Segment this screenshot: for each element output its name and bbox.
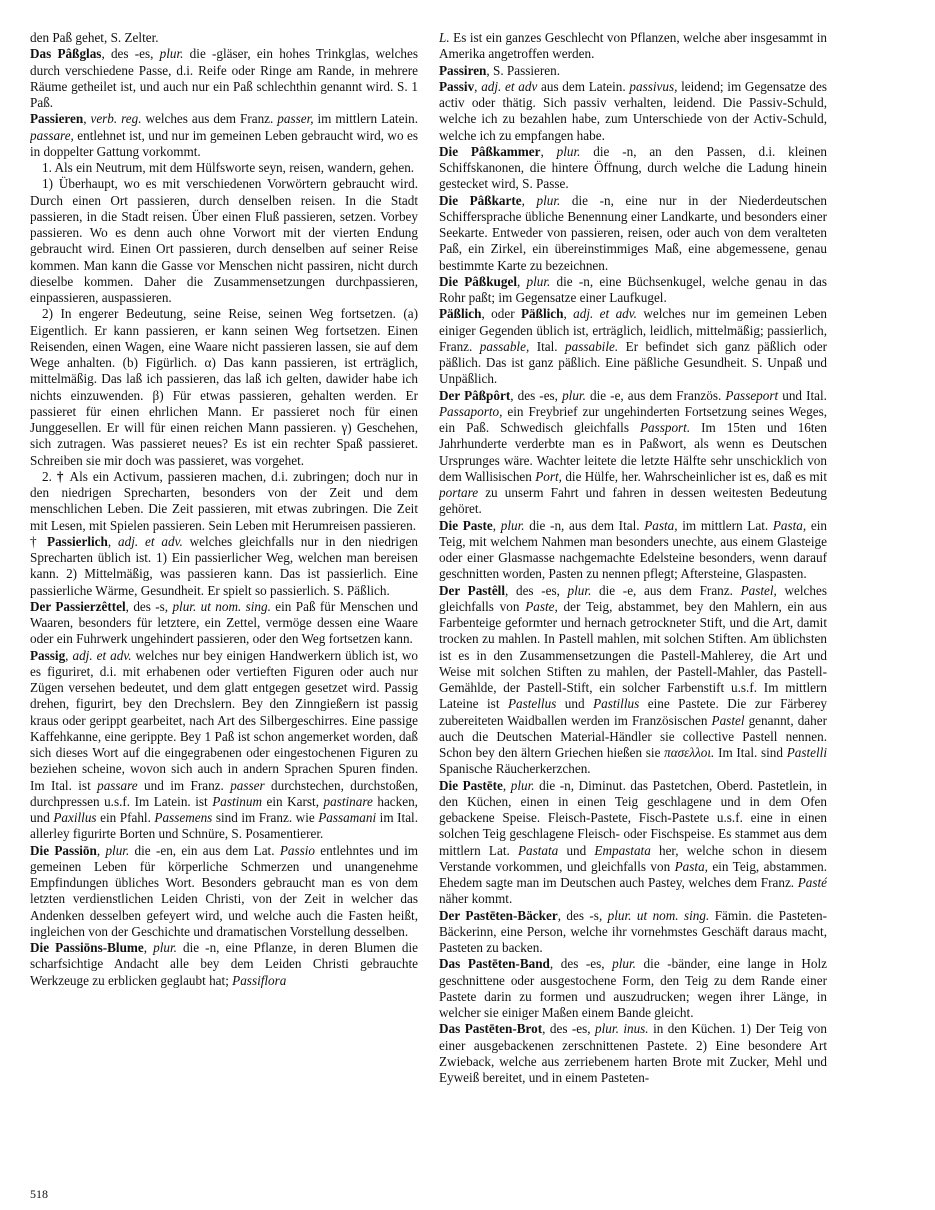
- italic-term: Pasta,: [644, 517, 678, 533]
- headword: Die Pâßkammer: [439, 143, 541, 159]
- italic-term: Empastata: [594, 842, 651, 858]
- dictionary-entry: [439, 518, 827, 583]
- entry-text: Er befindet sich ganz päßlich oder päßlich. Das ist ganz päßlich. Eine päßliche Gesundheit. S. Unpaß und Unpäßlich.: [439, 338, 827, 387]
- italic-term: L.: [439, 30, 450, 45]
- entry-text: die -bänder, eine lange in Holz geschnittene oder ausgestochene Form, den Teig zu dem Rande einer Pastete darin zu formen und auszudrucken; wegen ihrer Länge, in welcher sie einiger Maßen einem Bande gleicht.: [439, 956, 827, 1020]
- italic-term: πασελλοι.: [664, 745, 715, 760]
- entry-text: ein Paß für Menschen und Waaren, besonders für letztere, ein Zettel, vermöge dessen eine Waare oder ein Fuhrwerk ungehindert passieren, oder den Weg fortsetzen kann.: [30, 598, 418, 647]
- headword: Passieren: [30, 111, 84, 127]
- dictionary-entry: [439, 274, 827, 307]
- entry-text: Es ist ein ganzes Geschlecht von Pflanzen, welche aber insgesammt in Amerika angetroffen werden.: [439, 30, 827, 62]
- entry-text: welches gleichfalls von: [439, 582, 827, 614]
- italic-term: Paste,: [525, 598, 558, 614]
- italic-term: Pasta,: [674, 858, 708, 874]
- italic-term: adj. et adv.: [118, 533, 183, 549]
- entry-text: die -n, eine Pflanze, in deren Blumen die scharfsichtige Andacht alle bey dem Leiden Christi gebrauchte Werkzeuge zu erblicken geglaubt hat;: [30, 940, 418, 988]
- entry-text: ein Karst,: [262, 793, 324, 809]
- italic-term: Passiflora: [232, 972, 287, 988]
- entry-text: hacken, und: [30, 793, 418, 825]
- italic-term: Pastel: [711, 712, 745, 728]
- entry-text: 1) Überhaupt, wo es mit verschiedenen Vorwörtern gebraucht wird. Durch einen Ort passieren, durch denselben reisen. In die Stadt passieren, in die Stadt reisen. Über einen Fluß passieren, setzen. Vorbey passieren. Wo es denn auch ohne Vorwort mit der vierten Endung gebraucht wird. Einen Ort passieren, durch denselben auf seiner Reise kommen. Man kann die Gasse vor Menschen nicht passiren, nicht durch dieselbe kommen. Daher die Zusammensetzungen durchpassieren, einpassieren, auspassieren.: [30, 176, 418, 305]
- headword: Päßlich: [439, 306, 482, 322]
- italic-term: Passamani: [318, 810, 377, 825]
- dictionary-page: [30, 30, 908, 1202]
- entry-text: †: [30, 533, 48, 549]
- italic-term: passable,: [479, 338, 530, 354]
- headword: Die Passiōn: [30, 842, 97, 858]
- entry-text: durchstechen, durchstoßen, durchpressen u.s.f. Im Latein. ist: [30, 777, 418, 809]
- dictionary-entry: [30, 469, 418, 534]
- entry-text: die -n, eine nur in der Niederdeutschen Schiffersprache übliche Benennung einer Landkarte, und besonders einer Seekarte. Entweder von passieren, reisen, oder auch von dem veralteten Paß, ein Zirkel, ein übereinstimmiges Maß, eine abgemessene, genau bestimmte Karte zu bezeichnen.: [439, 192, 827, 273]
- entry-text: ,: [502, 777, 511, 793]
- italic-term: passivus,: [629, 78, 678, 94]
- entry-text: 1. Als ein Neutrum, mit dem Hülfsworte seyn, reisen, wandern, gehen.: [42, 160, 415, 175]
- entry-text: im mittlern Latein.: [313, 111, 418, 127]
- entry-text: ein Pfahl.: [96, 810, 155, 825]
- headword: Die Pâßkugel: [439, 273, 518, 289]
- dictionary-entry: [30, 940, 418, 989]
- headword: Passig: [30, 647, 66, 663]
- entry-text: und: [558, 842, 595, 858]
- left-column: [30, 30, 418, 1192]
- entry-text: und: [556, 696, 594, 712]
- entry-text: , des -es,: [101, 46, 160, 62]
- headword: Passierlich: [47, 533, 108, 549]
- entry-text: der Teig, abstammet, bey den Mahlern, ein aus Farbenteige geformter und hernach getrockneter Stift, und die Art, damit trocken zu mahlen. In Pastell mahlen, mit solchen Stiften. Am üblichsten ist es in den Zusammensetzungen die Pastell-Mahlerey, die Art und Weise mit solchen Stiften zu mahlen, der Pastell-Mahler, das Pastell-Gemählde, der Pastell-Stift, ein solcher Farbenstift u.s.f. Im mittlern Lateine ist: [439, 598, 827, 712]
- dictionary-entry: [30, 30, 418, 46]
- italic-term: Pastata: [517, 842, 559, 858]
- entry-text: die -en, ein aus dem Lat.: [129, 842, 280, 858]
- entry-text: ,: [143, 940, 154, 955]
- headword: Der Pastēten-Bäcker: [439, 907, 558, 923]
- italic-term: plur. inus.: [595, 1021, 649, 1037]
- entry-text: ,: [96, 842, 106, 858]
- dictionary-entry: [439, 144, 827, 193]
- entry-text: welches gleichfalls nur in den niedrigen Sprecharten üblich ist. 1) Ein passierlicher Weg, welchen man bereisen kann. 2) Mittelmäßig, was passieren kann. Das ist passierlich. Eine passierliche Wärme, Gesundheit. Er spielt so passierlich. S. Päßlich.: [30, 533, 418, 598]
- dictionary-entry: [30, 176, 418, 306]
- dictionary-entry: [30, 306, 418, 469]
- italic-term: Passemens: [154, 810, 213, 825]
- italic-term: plur.: [526, 273, 551, 289]
- entry-text: die -e, aus dem Französ.: [585, 387, 726, 403]
- entry-text: 2) In engerer Bedeutung, seine Reise, seinen Weg fortsetzen. (a) Eigentlich. Er kann passieren, er kann seinen Weg fortsetzen. Einen Reisenden, einen Wagen, eine Waare nicht passieren lassen, sie auf dem Wege anhalten. (b) Figürlich. α) Das kann passieren, ist erträglich, mittelmäßig. Das laß ich passieren, das laß ich gelten, dawider habe ich nichts einzuwenden. β) Für etwas passieren, gehalten werden. Er passieret für einen ehrlichen Mann. Er passieret noch für einen Junggesellen. Er will für einen reichen Mann passieren. γ) Geschehen, sich zutragen. Was passieret neues? Es ist ein rechter Spaß passieret. Schreiben sie mir doch was passieret, was vorgehet.: [30, 306, 418, 468]
- entry-text: entlehntes und im gemeinen Leben für körperliche Schmerzen und unangenehme Empfindungen übliches Wort. Besonders gebraucht man es von dem letzten verdienstlichen Leiden Christi, von der Zeit in welcher das Andenken desselben gefeyert wird, und welche auch die Fasten heißt, ingleichen von der Geschichte und dramatischen Vorstellung desselben.: [30, 842, 418, 939]
- entry-text: welches nur im gemeinen Leben einiger Gegenden üblich ist, erträglich, leidlich, mittelmäßig; passierlich, Franz.: [439, 306, 827, 354]
- italic-term: plur.: [500, 517, 525, 533]
- dictionary-entry: [30, 160, 418, 176]
- italic-term: Passeport: [725, 387, 779, 403]
- headword: Päßlich: [520, 306, 564, 322]
- entry-text: ,: [107, 533, 119, 549]
- italic-term: portare: [439, 485, 479, 500]
- headword: Die Pastēte: [439, 777, 503, 793]
- italic-term: passare: [97, 777, 138, 793]
- italic-term: adj. et adv.: [72, 647, 132, 663]
- headword: Das Pastēten-Brot: [439, 1021, 543, 1037]
- entry-text: leidend; im Gegensatze des activ oder thätig. Sich passiv verhalten, leidend. Die Passiv-Schuld, welche ich zu bezahlen habe, zum Unterschiede von der Activ-Schuld, welche ich zu empfangen habe.: [439, 78, 827, 143]
- headword: Der Pâßpôrt: [439, 387, 511, 403]
- italic-term: adj. et adv.: [573, 306, 637, 322]
- italic-term: plur.: [105, 842, 130, 858]
- dictionary-entry: [439, 908, 827, 957]
- italic-term: pastinare: [323, 793, 373, 809]
- entry-text: , S. Passieren.: [486, 62, 561, 78]
- entry-text: sind im Franz. wie: [212, 810, 319, 825]
- entry-text: Im 15ten und 16ten Jahrhunderte verderbte man es in Paßwort, als wenn es Deutschen Ursprunges wäre. Wachter leitete die letzte Hälfte sehr unschicklich von dem Wallisischen: [439, 420, 827, 484]
- entry-text: ,: [492, 517, 501, 533]
- dictionary-entry: [439, 79, 827, 144]
- italic-term: Pasté: [797, 875, 827, 890]
- page-number: 518: [30, 1187, 48, 1201]
- entry-text: ein Freybrief zur ungehinderten Fortsetzung seines Weges, ein Paß. Schwedisch gleichfalls: [439, 403, 827, 435]
- dictionary-entry: [439, 306, 827, 387]
- headword: Das Pastēten-Band: [439, 956, 550, 972]
- entry-text: und im Franz.: [137, 777, 231, 793]
- entry-text: im mittlern Lat.: [677, 517, 773, 533]
- entry-text: welches aus dem Franz.: [141, 111, 278, 127]
- entry-text: die -n, eine Büchsenkugel, welche genau in das Rohr paßt; im Gegensatze einer Laufkugel.: [439, 273, 827, 305]
- dictionary-entry: [439, 388, 827, 518]
- italic-term: passabile.: [565, 338, 619, 354]
- headword: Das Pâßglas: [30, 46, 102, 62]
- entry-text: , des -es,: [510, 387, 563, 403]
- italic-term: Passio: [279, 842, 315, 858]
- entry-text: , des -es,: [542, 1021, 596, 1037]
- entry-text: die Hülfe, her. Wahrscheinlicher ist es, daß es mit: [561, 468, 827, 484]
- italic-term: Passaporto,: [439, 403, 503, 419]
- headword: Die Passiōns-Blume: [30, 940, 144, 955]
- entry-text: ,: [474, 78, 482, 94]
- headword: Die Paste: [439, 517, 493, 533]
- entry-text: ein Teig, mit welchem Nahmen man besonders unechte, aus einem Glasteige oder einer Glasmasse nachgemachte Edelsteine besonders, wenn darauf geschnitten worden, Pasten zu nennen pflegt; Aftersteine, Glaspasten.: [439, 517, 827, 582]
- dictionary-entry: [439, 63, 827, 79]
- dictionary-entry: [439, 956, 827, 1021]
- italic-term: adj. et adv: [481, 78, 538, 94]
- entry-text: eine Pastete. Die zur Färberey zubereiteten Waidballen werden im Französischen: [439, 696, 827, 728]
- italic-term: Pastellus: [507, 696, 557, 712]
- entry-text: in den Küchen. 1) Der Teig von einer ausgebackenen zerschnittenen Pastete. 2) Eine besondere Art Zwieback, welche aus zerriebenem harten Brote mit Zucker, Mehl und Eyweiß bereitet, und in einem Pasteten-: [439, 1021, 827, 1085]
- entry-text: aus dem Latein.: [537, 78, 630, 94]
- headword: Der Passierzêttel: [30, 598, 126, 614]
- italic-term: passer: [230, 777, 265, 793]
- entry-text: ,: [540, 143, 557, 159]
- italic-term: plur.: [536, 192, 561, 208]
- entry-text: , des -s,: [557, 907, 608, 923]
- entry-text: die -n, aus dem Ital.: [524, 517, 645, 533]
- entry-text: ,: [83, 111, 91, 127]
- entry-text: , des -es,: [505, 582, 568, 598]
- dictionary-entry: [30, 648, 418, 843]
- entry-text: die -n, an den Passen, d.i. kleinen Schiffskanonen, die hintere Öffnung, durch welche die Ladung hinein gestecket wird, S. Passe.: [439, 143, 827, 192]
- dictionary-entry: [439, 1021, 827, 1086]
- entry-text: näher kommt.: [439, 891, 513, 907]
- entry-text: genannt, daher auch die Deutschen Material-Händler sie collective Pastell nennen. Schon bey den ältern Griechen hießen sie: [439, 712, 827, 760]
- dictionary-entry: [30, 843, 418, 941]
- dictionary-entry: [439, 30, 827, 63]
- entry-text: die -n, Diminut. das Pastetchen, Oberd. Pastetlein, in den Küchen, einen in einen Teig geschlagene und in dem Ofen gebackene Speise. Fleisch-Pastete, Fisch-Pastete u.s.f. eine in einen solchen Teig geschlagene Fleisch- oder Fischspeise. Es stammet aus dem mittlern Lat.: [439, 777, 827, 858]
- entry-text: ,: [65, 647, 73, 663]
- entry-text: zu unserm Fahrt und fahren in dessen weitesten Bedeutung gehöret.: [439, 485, 827, 517]
- entry-text: ,: [517, 273, 527, 289]
- italic-term: Pastelli: [786, 745, 827, 760]
- entry-text: die -e, aus dem Franz.: [591, 582, 741, 598]
- headword: Der Pastêll: [439, 582, 506, 598]
- italic-term: Pastel,: [740, 582, 777, 598]
- entry-text: den Paß gehet, S. Zelter.: [30, 30, 159, 45]
- entry-text: die -gläser, ein hohes Trinkglas, welches durch verschiedene Passe, d.i. Reife oder Ringe am Rande, in mehrere Räume getheilet ist, und auch nur ein Paß schlechthin genannt wird. S. 1 Paß.: [30, 46, 418, 110]
- headword: †: [56, 468, 66, 484]
- dictionary-entry: [30, 599, 418, 648]
- entry-text: entlehnet ist, und nur im gemeinen Leben gebraucht wird, wo es in doppelter Gattung vorkommt.: [30, 127, 418, 159]
- headword: Passiren: [439, 62, 487, 78]
- entry-text: Im Ital. sind: [714, 745, 787, 760]
- entry-text: ,: [521, 192, 537, 208]
- italic-term: verb. reg.: [90, 111, 142, 127]
- italic-term: passer,: [277, 111, 314, 127]
- entry-text: Fämin. die Pasteten-Bäckerinn, eine Person, welche ihr vornehmstes Geschäft daraus macht, Pasteten zu backen.: [439, 907, 827, 955]
- dictionary-entry: [439, 193, 827, 274]
- headword: Die Pâßkarte: [439, 192, 522, 208]
- italic-term: plur.: [612, 956, 636, 972]
- entry-text: ,: [563, 306, 574, 322]
- italic-term: plur.: [159, 46, 184, 62]
- italic-term: plur.: [567, 582, 592, 598]
- italic-term: Pastinum: [212, 793, 263, 809]
- dictionary-entry: [30, 46, 418, 111]
- entry-text: Ital.: [529, 338, 566, 354]
- dictionary-entry: [30, 534, 418, 599]
- entry-text: und Ital.: [778, 387, 827, 403]
- italic-term: Paxillus: [53, 810, 97, 825]
- entry-text: , oder: [481, 306, 521, 322]
- italic-term: plur. ut nom. sing.: [172, 598, 271, 614]
- italic-term: plur. ut nom. sing.: [607, 907, 710, 923]
- entry-text: welches nur bey einigen Handwerkern üblich ist, wo es figuriret, d.i. mit erhabenen oder vertieften Figuren oder auch nur Zügen versehen bedeutet, und dem glatt entgegen gesetzet wird. Passig drehen, figurirt, bey den Drechslern. Bey den Zinngießern ist passig kraus oder gerippt gearbeitet, nach Art des Silbergeschirres. Eine passige Kaffehkanne, eine gerippte. Bey 1 Paß ist schon angemerket worden, daß sich dieses Wort auf die eingegrabenen oder eingestochenen Figuren zu beziehen scheine, wovon sich auch in andern Sprachen Spuren finden. Im Ital. ist: [30, 647, 418, 793]
- italic-term: plur.: [556, 143, 581, 159]
- entry-text: im Ital. allerley figurirte Borten und Schnüre, S. Posamentierer.: [30, 810, 418, 842]
- entry-text: her, welche schon in diesem Verstande vorkommen, und gleichfalls von: [439, 842, 827, 874]
- entry-text: 2.: [42, 468, 57, 484]
- dictionary-entry: [439, 778, 827, 908]
- italic-term: Pastillus: [593, 696, 640, 712]
- italic-term: Port,: [535, 468, 562, 484]
- italic-term: plur.: [153, 940, 177, 955]
- italic-term: Passport.: [639, 420, 691, 435]
- entry-text: ein Teig, abstammen. Ehedem sagte man im Deutschen auch Pastey, welches dem Franz.: [439, 858, 827, 890]
- italic-term: plur.: [510, 777, 535, 793]
- italic-term: plur.: [562, 387, 586, 403]
- dictionary-entry: [439, 583, 827, 778]
- entry-text: Spanische Räucherkerzchen.: [439, 761, 591, 777]
- entry-text: , des -s,: [125, 598, 173, 614]
- entry-text: , des -es,: [549, 956, 613, 972]
- italic-term: passare,: [30, 127, 74, 143]
- italic-term: Pasta,: [772, 517, 807, 533]
- headword: Passiv: [439, 78, 475, 94]
- right-column: [439, 30, 827, 1192]
- dictionary-entry: [30, 111, 418, 160]
- entry-text: Als ein Activum, passieren machen, d.i. zubringen; doch nur in den niedrigen Sprecharten, besonders von der Zeit und dem menschlichen Leben. Die Zeit passieren, mit etwas zubringen. Die Zeit mit Lesen, mit Spielen passieren. Sein Leben mit Herumreisen passieren.: [30, 468, 418, 533]
